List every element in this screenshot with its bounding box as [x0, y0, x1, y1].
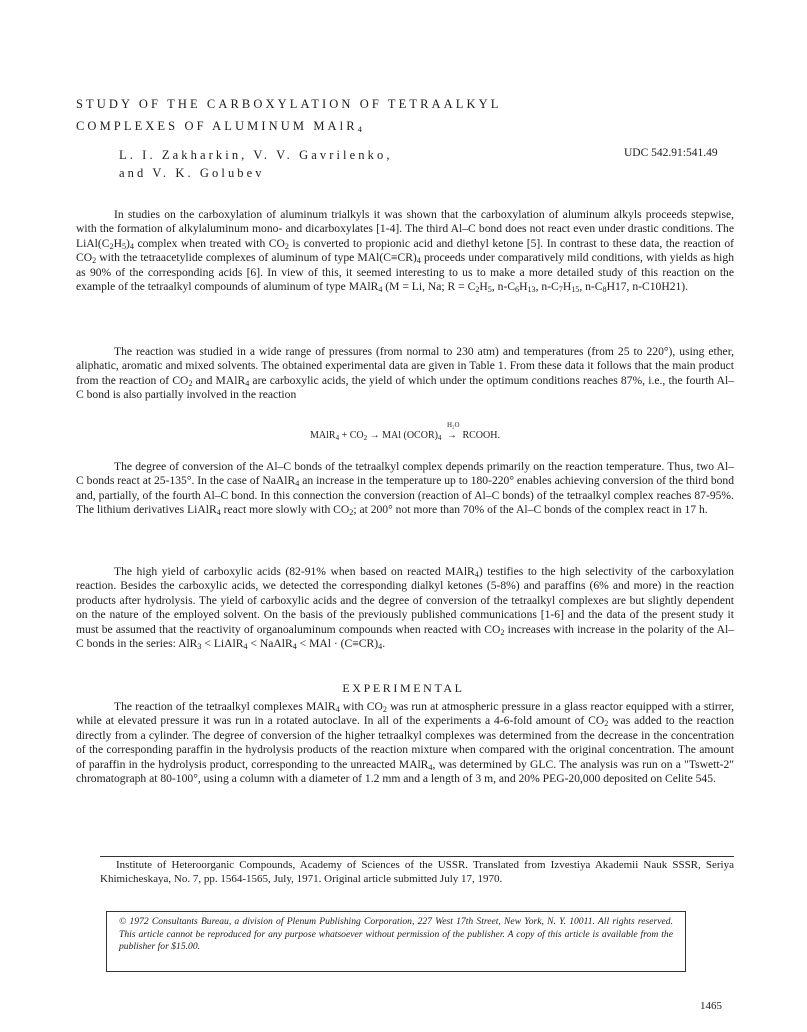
- paragraph-reaction-study: [76, 345, 734, 403]
- paragraph-text: The reaction of the tetraalkyl complexes MAlR$_4$ with $CO_2$ was run at atmospheric pressure in a glass reactor equipped with a stirrer, while at elevated pressure it was run in a rotated autoclave. In all of the experiments a 4-6-fold amount of $CO_2$ was added to the reaction directly from a cylinder. The degree of conversion of the higher tetraalkyl complexes was determined from the decrease in the concentration of the corresponding paraffin in the hydrolysis products of the reaction mixture when compared with the original concentration. The amount of paraffin in the hydrolysis product, corresponding to the unreacted MAlR$_4$, was determined by GLC. The analysis was run on a "Tswett-2" chromatograph at 80-100°, using a column with a diameter of 1.2 mm and a length of 3 m, and 20% PEG-20,000 deposited on Celite 545.: [76, 700, 735, 786]
- paragraph-text: In studies on the carboxylation of aluminum trialkyls it was shown that the carboxylation of aluminum alkyls proceeds stepwise, with the formation of alkylaluminum mono- and dicarboxylates [1-4]. The third Al–C bond does not react even under drastic conditions. The $LiAl(C_2H_5)_4$ complex when treated with $CO_2$ is converted to propionic acid and diethyl ketone [5]. In contrast to these data, the reaction of $CO_2$ with the tetraacetylide complexes of aluminum of type $MAl(C\equiv CR)_4$ proceeds under comparatively mild conditions, with yields as high as 90% of the corresponding acids [6]. In view of this, it seemed interesting to us to make a more detailed study of this reaction on the example of the tetraalkyl compounds of aluminum of type MAlR$_4$ (M = Li, Na; $R = C_2H_5$, $n-C_6H_{13}$, $n-C_7H_{15}$, $n-C_8H17$, n-C10H21).: [76, 208, 735, 295]
- paragraph-text: The degree of conversion of the Al–C bonds of the tetraalkyl complex depends primarily on the reaction temperature. Thus, two Al–C bonds react at 25-135°. In the case of NaAlR$_4$ an increase in the temperature up to 180-220° enables achieving conversion of the third bond and, partially, of the fourth Al–C bond. In this connection the conversion (reaction of Al–C bonds) of the tetraalkyl complex reaches 87-95%. The lithium derivatives LiAlR$_4$ react more slowly with $CO_2$; at 200° not more than 70% of the Al–C bonds of the complex react in 17 h.: [76, 460, 735, 518]
- reaction-equation: MAlR$_4$ + $CO_2$ → MAl $(OCOR)_4$ H₂O → RCOOH.: [310, 421, 500, 442]
- paper-title-line-1: STUDY OF THE CARBOXYLATION OF TETRAALKYL: [76, 97, 502, 111]
- author-line-1: L. I. Zakharkin, V. V. Gavrilenko,: [119, 148, 393, 162]
- paragraph-introduction: [76, 208, 734, 294]
- paragraph-text: The high yield of carboxylic acids (82-91% when based on reacted MAlR$_4$) testifies to the high selectivity of the carboxylation reaction. Besides the carboxylic acids, we detected the corresponding dialkyl ketones (5-8%) and paraffins (6% and more) in the reaction products after hydrolysis. The yield of carboxylic acids and the degree of conversion of the tetraalkyl complexes are but slightly dependent on the nature of the employed solvent. On the basis of the previously published communications [1-6] and the data of the present study it must be assumed that the reactivity of organoaluminum compounds when reacted with $CO_2$ increases with increase in the polarity of the Al–C bonds in the series: AlR$_3$ < LiAlR$_4$ < NaAlR$_4$ < MAl · $(C\equiv CR)_4$.: [76, 565, 734, 652]
- copyright-notice: © 1972 Consultants Bureau, a division of Plenum Publishing Corporation, 227 West 17th Street, New York, N. Y. 10011. All rights reserved. This article cannot be reproduced for any purpose whatsoever without permission of the publisher. A copy of this article is available from the publisher for $15.00.: [119, 916, 673, 953]
- paragraph-selectivity: [76, 565, 734, 651]
- section-heading-experimental: EXPERIMENTAL: [342, 681, 465, 695]
- paragraph-text: The reaction was studied in a wide range of pressures (from normal to 230 atm) and temperatures (from 25 to 220°), using ether, aliphatic, aromatic and mixed solvents. The obtained experimental data are given in Table 1. From these data it follows that the main product from the reaction of $CO_2$ and MAlR$_4$ are carboxylic acids, the yield of which under the optimum conditions reaches 87%, i.e., the fourth Al–C bond is also partially involved in the reaction: [76, 345, 735, 402]
- affiliation-footnote: Institute of Heteroorganic Compounds, Academy of Sciences of the USSR. Translated from Izvestiya Akademii Nauk SSSR, Seriya Khimicheskaya, No. 7, pp. 1564-1565, July, 1971. Original article submitted July 17, 1970.: [100, 859, 734, 885]
- paragraph-conversion: [76, 460, 734, 518]
- author-list: [119, 146, 393, 182]
- paragraph-experimental: [76, 700, 734, 786]
- paper-title-line-2: COMPLEXES OF ALUMINUM MAlR$_4$: [76, 119, 366, 135]
- footnote-divider: [100, 856, 734, 857]
- page-number: 1465: [700, 1000, 722, 1012]
- author-line-2: and V. K. Golubev: [119, 166, 265, 180]
- udc-code: UDC 542.91:541.49: [624, 147, 718, 159]
